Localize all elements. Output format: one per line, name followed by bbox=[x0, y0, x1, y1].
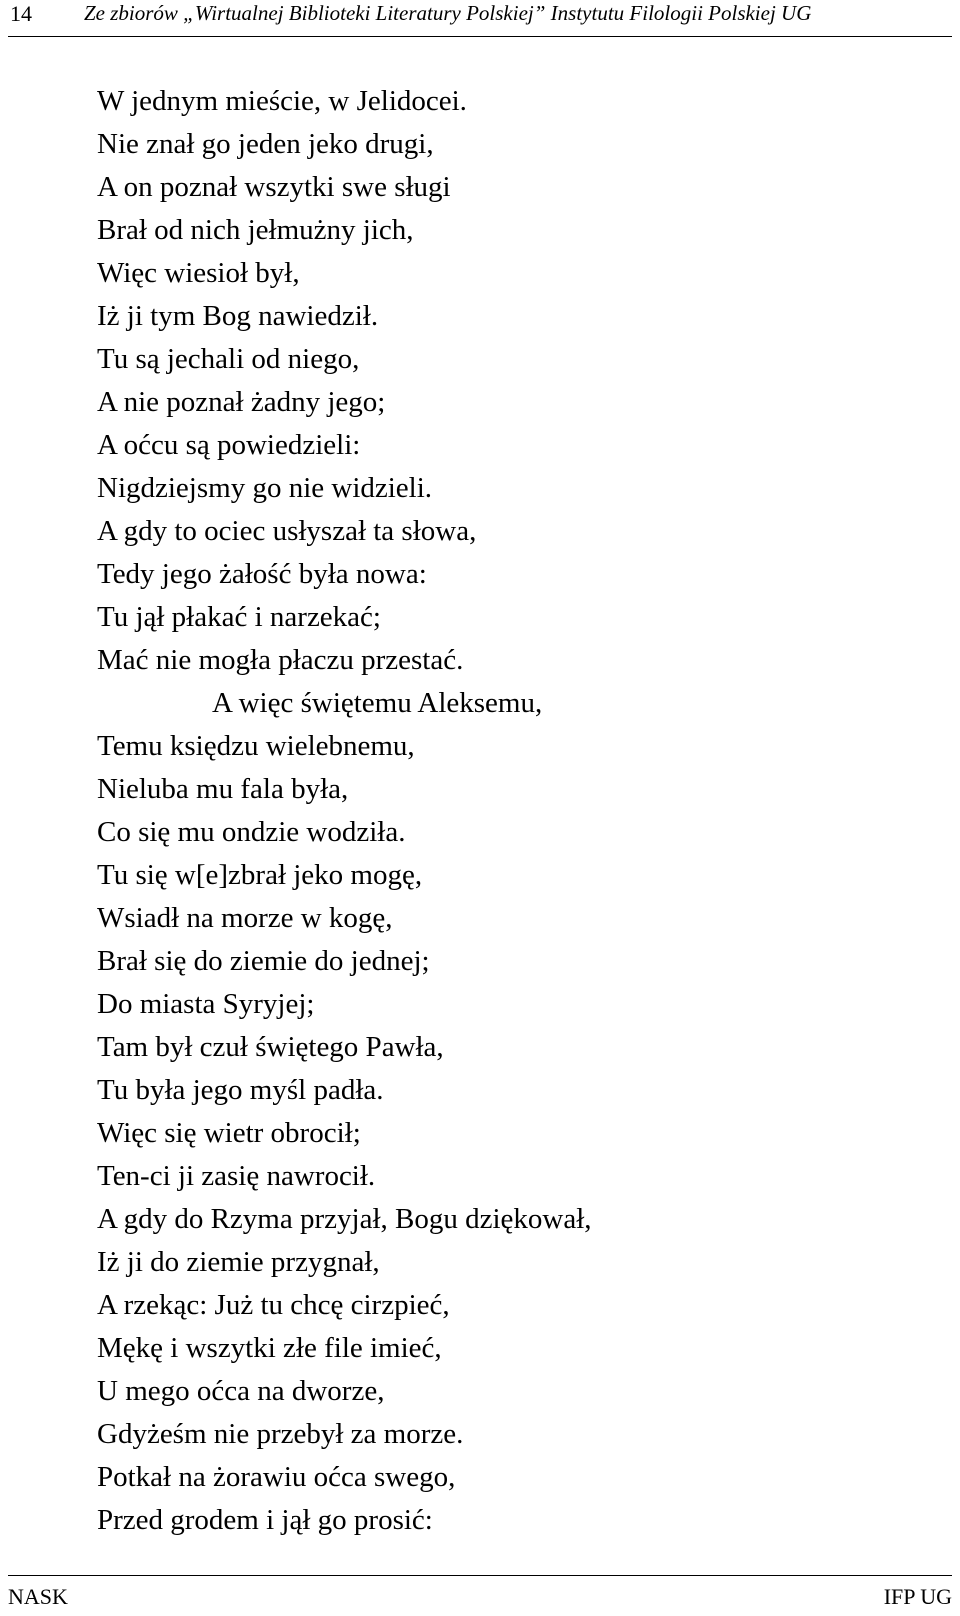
poem-line: Gdyżeśm nie przebył za morze. bbox=[97, 1418, 464, 1450]
poem-line: Iż ji tym Bog nawiedził. bbox=[97, 300, 379, 332]
poem-line: Do miasta Syryjej; bbox=[97, 988, 315, 1020]
poem-line: A gdy to ociec usłyszał ta słowa, bbox=[97, 515, 477, 547]
poem-text bbox=[97, 80, 937, 1542]
poem-line: Tu są jechali od niego, bbox=[97, 343, 360, 375]
poem-line: Nieluba mu fala była, bbox=[97, 773, 349, 805]
poem-line: Ten-ci ji zasię nawrocił. bbox=[97, 1160, 376, 1192]
poem-line: Wsiadł na morze w kogę, bbox=[97, 902, 393, 934]
poem-line: A nie poznał żadny jego; bbox=[97, 386, 386, 418]
poem-line: U mego oćca na dworze, bbox=[97, 1375, 385, 1407]
poem-line: Tu była jego myśl padła. bbox=[97, 1074, 384, 1106]
poem-line: Tam był czuł świętego Pawła, bbox=[97, 1031, 444, 1063]
poem-line-indented: A więc świętemu Aleksemu, bbox=[212, 687, 543, 719]
poem-line: Więc się wietr obrocił; bbox=[97, 1117, 361, 1149]
poem-line: Nie znał go jeden jeko drugi, bbox=[97, 128, 434, 160]
poem-line: Mać nie mogła płaczu przestać. bbox=[97, 644, 464, 676]
poem-line: Potkał na żorawiu oćca swego, bbox=[97, 1461, 456, 1493]
footer-institute: IFP UG bbox=[883, 1584, 952, 1609]
poem-line: Tedy jego żałość była nowa: bbox=[97, 558, 427, 590]
poem-line: Mękę i wszytki złe file imieć, bbox=[97, 1332, 442, 1364]
page-header bbox=[8, 0, 952, 37]
page-footer bbox=[8, 1575, 952, 1616]
poem-line: Nigdziejsmy go nie widzieli. bbox=[97, 472, 433, 504]
poem-line: Brał się do ziemie do jednej; bbox=[97, 945, 430, 977]
poem-line: W jednym mieście, w Jelidocei. bbox=[97, 85, 467, 117]
poem-line: A oćcu są powiedzieli: bbox=[97, 429, 361, 461]
poem-line: Przed grodem i jął go prosić: bbox=[97, 1504, 433, 1536]
poem-line: A rzekąc: Już tu chcę cirzpieć, bbox=[97, 1289, 450, 1321]
poem-line: Co się mu ondzie wodziła. bbox=[97, 816, 406, 848]
poem-line: Brał od nich jełmużny jich, bbox=[97, 214, 414, 246]
poem-line: Więc wiesioł był, bbox=[97, 257, 300, 289]
footer-publisher: NASK bbox=[8, 1584, 68, 1609]
poem-line: A gdy do Rzyma przyjał, Bogu dziękował, bbox=[97, 1203, 592, 1235]
poem-line: Iż ji do ziemie przygnał, bbox=[97, 1246, 380, 1278]
poem-line: Temu księdzu wielebnemu, bbox=[97, 730, 415, 762]
poem-line: Tu jął płakać i narzekać; bbox=[97, 601, 381, 633]
poem-line: A on poznał wszytki swe sługi bbox=[97, 171, 451, 203]
running-head: Ze zbiorów „Wirtualnej Biblioteki Literatury Polskiej” Instytutu Filologii Polskiej UG bbox=[84, 1, 812, 25]
page-number: 14 bbox=[10, 1, 32, 26]
poem-line: Tu się w[e]zbrał jeko mogę, bbox=[97, 859, 423, 891]
